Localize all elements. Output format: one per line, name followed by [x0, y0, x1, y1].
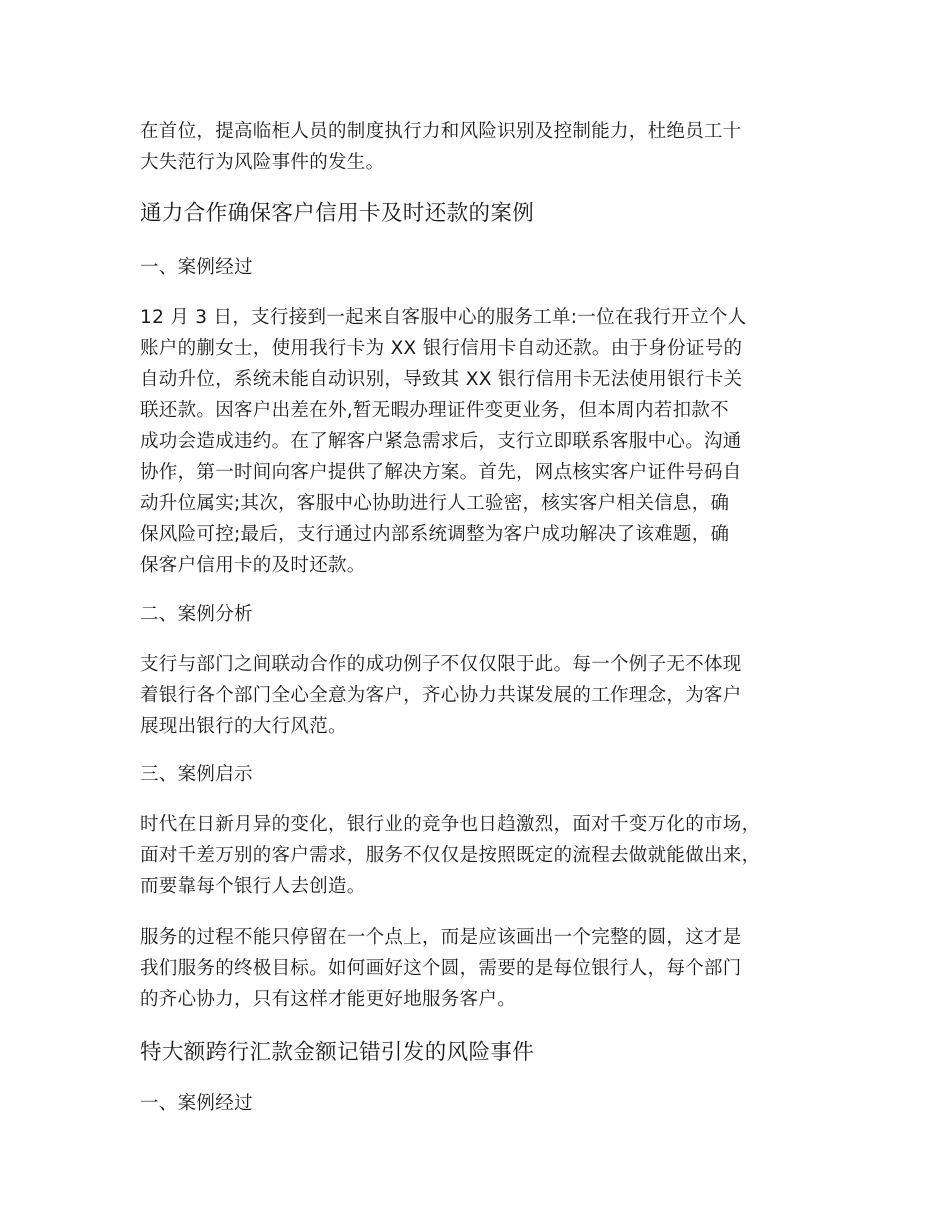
text-line: 面对千差万别的客户需求，服务不仅仅是按照既定的流程去做就能做出来， — [140, 845, 761, 866]
text-line: 我们服务的终极目标。如何画好这个圆，需要的是每位银行人，每个部门 — [140, 958, 742, 979]
text-line: 保风险可控;最后，支行通过内部系统调整为客户成功解决了该难题，确 — [140, 524, 730, 545]
text-line: 协作，第一时间向客户提供了解决方案。首先，网点核实客户证件号码自 — [140, 462, 742, 483]
text-line: 成功会造成违约。在了解客户紧急需求后，支行立即联系客服中心。沟通 — [140, 431, 742, 452]
intro-paragraph — [140, 116, 830, 178]
text-line: 联还款。因客户出差在外,暂无暇办理证件变更业务，但本周内若扣款不 — [140, 400, 729, 421]
text-line: 支行与部门之间联动合作的成功例子不仅仅限于此。每一个例子无不体现 — [140, 654, 742, 675]
section-title: 通力合作确保客户信用卡及时还款的案例 — [140, 201, 535, 226]
case-insight-paragraph — [140, 922, 830, 1015]
text-line: 保客户信用卡的及时还款。 — [140, 555, 366, 576]
text-line: 在首位，提高临柜人员的制度执行力和风险识别及控制能力，杜绝员工十 — [140, 121, 742, 142]
case-narrative-paragraph — [140, 302, 830, 581]
text-line: 展现出银行的大行风范。 — [140, 716, 347, 737]
section-subheading: 三、案例启示 — [140, 764, 253, 785]
section-subheading: 二、案例分析 — [140, 604, 253, 625]
text-line: 而要靠每个银行人去创造。 — [140, 876, 366, 897]
text-line: 大失范行为风险事件的发生。 — [140, 152, 385, 173]
section-subheading: 一、案例经过 — [140, 1093, 253, 1114]
text-line: 12 月 3 日，支行接到一起来自客服中心的服务工单:一位在我行开立个人 — [140, 307, 747, 328]
text-line: 服务的过程不能只停留在一个点上，而是应该画出一个完整的圆，这才是 — [140, 927, 742, 948]
text-line: 着银行各个部门全心全意为客户，齐心协力共谋发展的工作理念，为客户 — [140, 685, 742, 706]
text-line: 动升位属实;其次，客服中心协助进行人工验密，核实客户相关信息，确 — [140, 493, 730, 514]
text-line: 自动升位，系统未能自动识别，导致其 XX 银行信用卡无法使用银行卡关 — [140, 369, 743, 390]
section-title: 特大额跨行汇款金额记错引发的风险事件 — [140, 1040, 535, 1065]
text-line: 账户的蒯女士，使用我行卡为 XX 银行信用卡自动还款。由于身份证号的 — [140, 338, 743, 359]
case-insight-paragraph — [140, 809, 830, 902]
text-line: 时代在日新月异的变化，银行业的竞争也日趋激烈，面对千变万化的市场， — [140, 814, 761, 835]
section-subheading: 一、案例经过 — [140, 257, 253, 278]
text-line: 的齐心协力，只有这样才能更好地服务客户。 — [140, 989, 517, 1010]
case-analysis-paragraph — [140, 649, 830, 742]
